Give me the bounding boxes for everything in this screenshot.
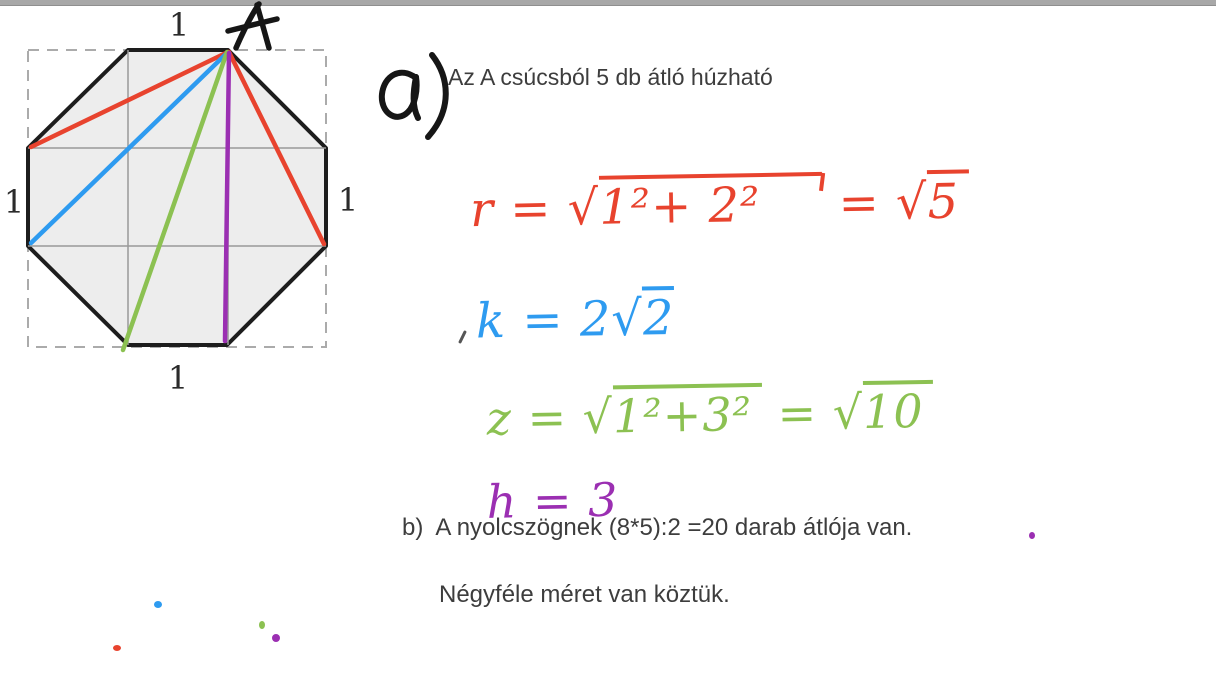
octagon-figure <box>0 0 460 420</box>
radicand: 1²+ 2² <box>599 172 823 236</box>
radicand: 10 <box>863 380 935 439</box>
part-b-statement: b) A nyolcszögnek (8*5):2 =20 darab átlója van. <box>402 514 913 541</box>
pen-dot-purple <box>1029 532 1035 539</box>
formula-blue-2sqrt2 <box>442 234 675 350</box>
pen-dot-blue <box>154 601 162 608</box>
part-b-statement-2: Négyféle méret van köztük. <box>439 581 730 608</box>
radicand: 1²+3² <box>613 383 763 444</box>
top-bar <box>0 0 1216 6</box>
side-label-bottom: 1 <box>167 359 189 397</box>
bounding-square <box>28 50 326 347</box>
handwritten-vertex-a <box>228 4 277 48</box>
diagonal-red-left <box>31 52 228 147</box>
pen-dot-red <box>113 645 121 651</box>
formula-part: = √ <box>821 174 929 232</box>
formula-red-sqrt5 <box>436 117 970 238</box>
formula-part: k = 2√ <box>475 290 644 350</box>
side-label-left: 1 <box>3 183 25 221</box>
pen-dot-purple <box>272 634 280 642</box>
formula-part: r = √ <box>469 179 600 239</box>
side-label-top: 1 <box>168 6 190 44</box>
pen-dot-green <box>259 621 265 629</box>
formula-part: z = √ <box>486 389 614 446</box>
radicand: 2 <box>642 286 675 347</box>
handwritten-part-a-marker <box>382 55 446 137</box>
radicand: 5 <box>927 169 970 230</box>
side-label-right: 1 <box>337 181 359 219</box>
formula-part: h = 3 <box>486 472 619 529</box>
formula-part: = √ <box>761 385 864 441</box>
diagonal-red-right <box>229 52 324 244</box>
diagonal-green <box>123 52 227 350</box>
diagonal-blue <box>31 53 227 243</box>
diagonal-purple <box>225 53 229 341</box>
part-a-statement: Az A csúcsból 5 db átló húzható <box>448 64 773 90</box>
formula-purple-3 <box>454 419 619 530</box>
unit-grid <box>28 50 326 345</box>
octagon <box>28 50 326 345</box>
